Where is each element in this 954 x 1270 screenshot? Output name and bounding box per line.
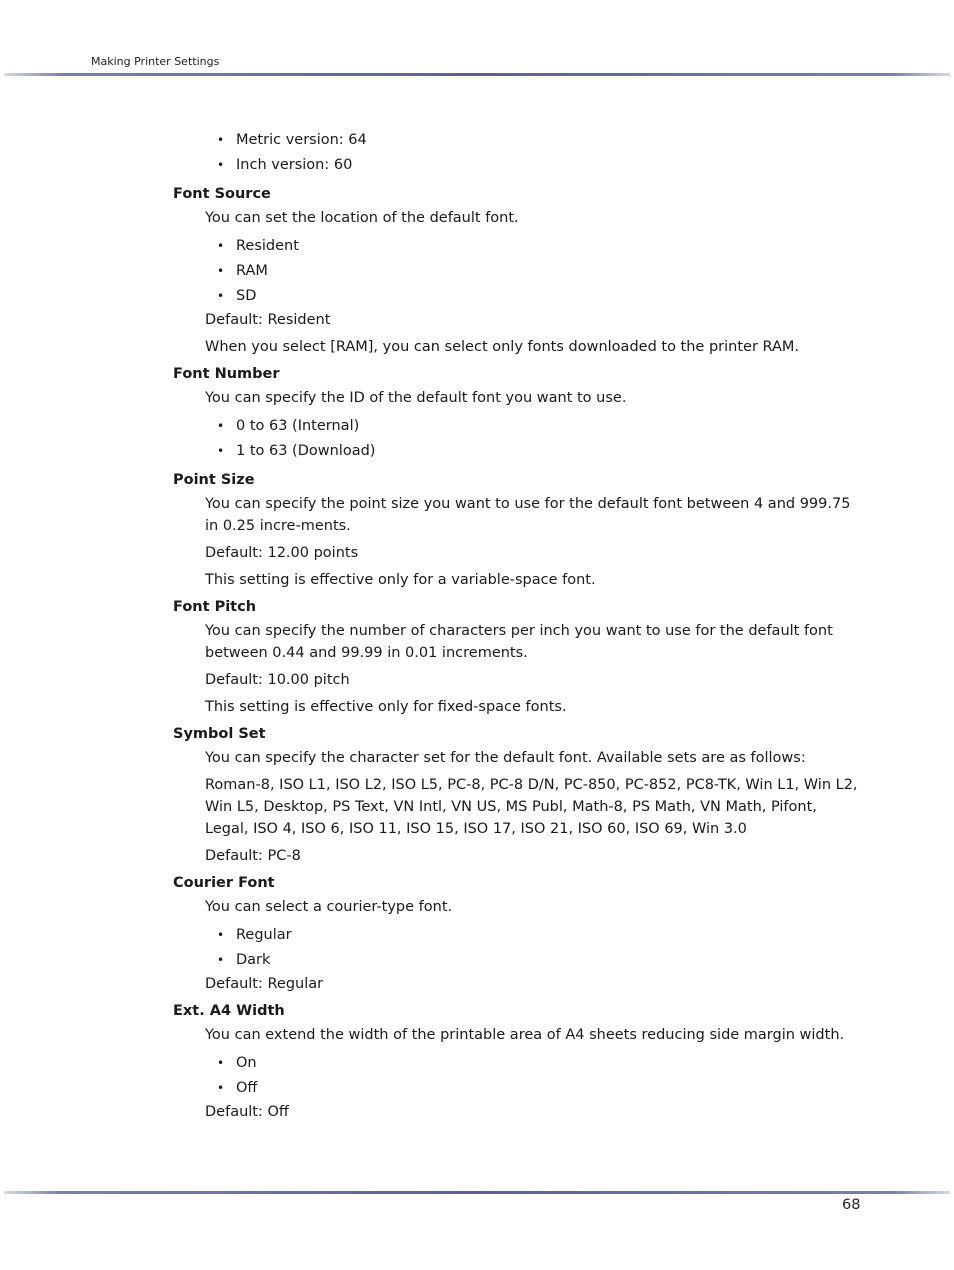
page-number: 68	[842, 1197, 861, 1213]
option-list	[173, 1051, 863, 1101]
list-item: • Dark	[173, 948, 863, 973]
default-value: Default: Resident	[205, 312, 331, 328]
bullet-icon: •	[217, 1081, 225, 1095]
bullet-icon: •	[217, 264, 225, 278]
header-rule	[4, 73, 950, 76]
running-header: Making Printer Settings	[91, 55, 220, 68]
section-title-font-pitch: Font Pitch	[173, 599, 257, 615]
list-item: • Metric version: 64	[173, 128, 863, 153]
section-title-font-source: Font Source	[173, 186, 271, 202]
section-title-font-number: Font Number	[173, 366, 280, 382]
bullet-icon: •	[217, 239, 225, 253]
list-item: • SD	[173, 284, 863, 309]
default-value: Default: Regular	[205, 976, 324, 992]
bullet-icon: •	[217, 158, 225, 172]
section-description: You can set the location of the default font.	[205, 210, 519, 226]
list-item: • 0 to 63 (Internal)	[173, 414, 863, 439]
default-value: Default: PC-8	[205, 848, 301, 864]
list-item: • 1 to 63 (Download)	[173, 439, 863, 464]
list-item: • Off	[173, 1076, 863, 1101]
intro-bullet-list	[173, 128, 863, 178]
section-note: When you select [RAM], you can select only fonts downloaded to the printer RAM.	[205, 339, 800, 355]
list-item: • Inch version: 60	[173, 153, 863, 178]
bullet-icon: •	[217, 1056, 225, 1070]
section-title-point-size: Point Size	[173, 472, 255, 488]
list-item: • Regular	[173, 923, 863, 948]
option-list	[173, 414, 863, 464]
section-note: This setting is effective only for fixed-space fonts.	[205, 699, 567, 715]
section-title-courier-font: Courier Font	[173, 875, 275, 891]
page-content	[173, 128, 863, 1128]
section-description: You can specify the character set for the default font. Available sets are as follows:	[205, 750, 806, 766]
list-item: • On	[173, 1051, 863, 1076]
option-list	[173, 923, 863, 973]
bullet-icon: •	[217, 133, 225, 147]
bullet-icon: •	[217, 953, 225, 967]
bullet-icon: •	[217, 928, 225, 942]
bullet-icon: •	[217, 444, 225, 458]
section-description: You can select a courier-type font.	[205, 899, 453, 915]
list-item: • RAM	[173, 259, 863, 284]
footer-rule	[4, 1191, 950, 1194]
option-list	[173, 234, 863, 309]
bullet-icon: •	[217, 289, 225, 303]
section-description: You can specify the number of characters per inch you want to use for the default font between 0.44 and 99.99 in 0.01 increments.	[205, 623, 833, 661]
default-value: Default: 10.00 pitch	[205, 672, 350, 688]
section-description: You can specify the point size you want to use for the default font between 4 and 999.75 in 0.25 incre-ments.	[205, 496, 851, 534]
section-title-ext-a4-width: Ext. A4 Width	[173, 1003, 285, 1019]
section-description: You can extend the width of the printable area of A4 sheets reducing side margin width.	[205, 1027, 845, 1043]
default-value: Default: Off	[205, 1104, 289, 1120]
section-description: You can specify the ID of the default font you want to use.	[205, 390, 627, 406]
list-item: • Resident	[173, 234, 863, 259]
bullet-icon: •	[217, 419, 225, 433]
default-value: Default: 12.00 points	[205, 545, 359, 561]
section-title-symbol-set: Symbol Set	[173, 726, 266, 742]
section-note: This setting is effective only for a variable-space font.	[205, 572, 596, 588]
symbol-set-list: Roman-8, ISO L1, ISO L2, ISO L5, PC-8, PC-8 D/N, PC-850, PC-852, PC8-TK, Win L1, Win L2, Win L5, Desktop, PS Text, VN Intl, VN US, MS Publ, Math-8, PS Math, VN Math, Pifont, Legal, ISO 4, ISO 6, ISO 11, ISO 15, ISO 17, ISO 21, ISO 60, ISO 69, Win 3.0	[205, 777, 858, 837]
